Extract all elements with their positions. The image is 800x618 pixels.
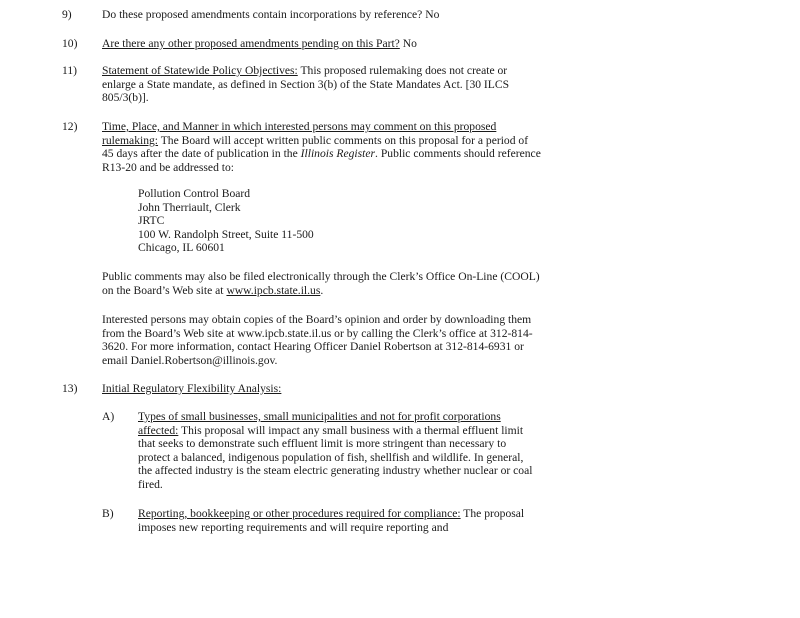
item-13-heading bbox=[102, 382, 542, 396]
item-13b-body: The proposal imposes new reporting requirements and will require reporting and bbox=[138, 507, 525, 534]
item-13-number: 13) bbox=[62, 382, 78, 395]
electronic-filing-text: Public comments may also be filed electronically through the Clerk’s Office On-Line (COOL) on the Board’s Web site at bbox=[102, 270, 540, 297]
electronic-filing-paragraph bbox=[102, 270, 542, 297]
address-line: Pollution Control Board bbox=[138, 187, 251, 200]
item-13a-body: This proposal will impact any small business with a thermal effluent limit that seeks to demonstrate such effluent limit is more stringent than necessary to protect a balanced, indigenous population of fish, shellfish and wildlife. In general, the affected industry is the steam electric generating industry whether nuclear or coal fired. bbox=[138, 423, 533, 491]
item-13-heading-text: Initial Regulatory Flexibility Analysis: bbox=[102, 382, 282, 395]
item-11-heading: Statement of Statewide Policy Objectives: bbox=[102, 64, 298, 77]
copies-paragraph: Interested persons may obtain copies of the Board’s opinion and order by downloading them from the Board’s Web site at www.ipcb.state.il.us or by calling the Clerk’s office at 312-814-3620. For more information, contact Hearing Officer Daniel Robertson at 312-814-6931 or email Daniel.Robertson@illinois.gov. bbox=[102, 313, 533, 367]
item-13a-heading: Types of small businesses, small municipalities and not for profit corporations affected: bbox=[138, 410, 501, 437]
board-website-link[interactable]: www.ipcb.state.il.us bbox=[226, 283, 321, 297]
item-9-text: Do these proposed amendments contain incorporations by reference? No bbox=[102, 8, 440, 21]
item-13b-text bbox=[138, 507, 540, 534]
item-10-number: 10) bbox=[62, 37, 78, 50]
item-11-text bbox=[102, 64, 542, 105]
address-line: JRTC bbox=[138, 214, 165, 228]
item-12-text bbox=[102, 120, 542, 174]
item-12-body-end: . Public comments should reference R13-20 and be addressed to: bbox=[102, 147, 541, 174]
item-10-answer: No bbox=[399, 37, 417, 50]
item-13a-text bbox=[138, 410, 540, 492]
illinois-register-title: Illinois Register bbox=[300, 147, 376, 161]
address-line: 100 W. Randolph Street, Suite 11-500 bbox=[138, 227, 314, 241]
address-line: John Therriault, Clerk bbox=[138, 200, 241, 214]
item-12-number: 12) bbox=[62, 120, 78, 133]
item-11-body: This proposed rulemaking does not create or enlarge a State mandate, as defined in Section 3(b) of the State Mandates Act. [30 ILCS 805/3(b)]. bbox=[102, 64, 510, 105]
item-11-number: 11) bbox=[62, 64, 78, 77]
item-10-text bbox=[102, 37, 582, 51]
item-12-body-start: The Board will accept written public comments on this proposal for a period of 45 days after the date of publication in the bbox=[102, 133, 529, 161]
electronic-filing-end: . bbox=[320, 283, 324, 297]
item-10-heading: Are there any other proposed amendments pending on this Part? bbox=[102, 37, 400, 50]
item-9-number: 9) bbox=[62, 8, 72, 21]
item-13b-label: B) bbox=[102, 507, 114, 520]
address-line: Chicago, IL 60601 bbox=[138, 241, 225, 255]
item-12-heading: Time, Place, and Manner in which interested persons may comment on this proposed rulemaking: bbox=[102, 120, 497, 147]
item-13a-label: A) bbox=[102, 410, 115, 423]
mailing-address bbox=[138, 187, 438, 255]
item-13b-heading: Reporting, bookkeeping or other procedures required for compliance: bbox=[138, 507, 461, 520]
